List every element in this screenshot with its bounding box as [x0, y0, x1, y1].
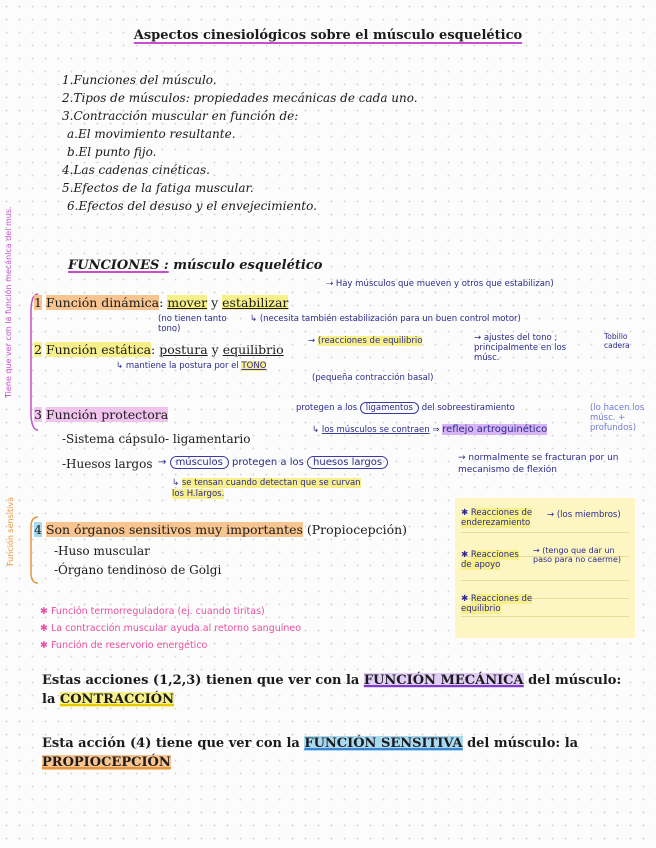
annotation: ↳ mantiene la postura por el TONO: [116, 361, 267, 371]
extra-function: ✱ Función termorreguladora (ej. cuando tiritas): [40, 606, 265, 617]
extra-function: ✱ La contracción muscular ayuda al retorno sanguíneo: [40, 623, 302, 634]
intro-item: 6.Efectos del desuso y el envejecimiento.: [67, 199, 317, 213]
summary-mechanical: Estas acciones (1,2,3) tienen que ver con la FUNCIÓN MECÁNICA del músculo: la CONTRACCIÓN: [42, 673, 622, 707]
intro-item: a.El movimiento resultante.: [67, 127, 236, 141]
intro-item: 5.Efectos de la fatiga muscular.: [62, 181, 254, 195]
note-item: → (los miembros): [547, 510, 621, 520]
function-3: 3 Función protectora: [34, 407, 169, 422]
annotation: ↳ (necesita también estabilización para un buen control motor): [250, 314, 521, 324]
side-label-sensitive: Función sensitiva: [6, 497, 15, 566]
annotation: → ajustes del tono ; principalmente en los músc.: [474, 333, 567, 363]
summary-sensitive: Esta acción (4) tiene que ver con la FUNCIÓN SENSITIVA del músculo: la PROPIOCEPCIÓN: [42, 736, 579, 770]
intro-item: 3.Contracción muscular en función de:: [62, 109, 299, 123]
annotation: ↳ los músculos se contraen ⇒ reflejo artroguinético: [312, 424, 548, 435]
annotation: protegen a los ligamentos del sobreestiramiento: [296, 403, 515, 413]
note-item: ✱ Reacciones de enderezamiento: [461, 508, 533, 528]
function-3-sub: -Sistema cápsulo- ligamentario: [62, 432, 251, 446]
function-2: 2 Función estática: postura y equilibrio: [34, 342, 284, 357]
annotation: → normalmente se fracturan por un mecanismo de flexión: [458, 453, 619, 475]
extra-function: ✱ Función de reservorio energético: [40, 640, 208, 651]
annotation: ↳ se tensan cuando detectan que se curvan los H.largos.: [172, 478, 361, 499]
sticky-note: [455, 498, 635, 638]
intro-item: 2.Tipos de músculos: propiedades mecánicas de cada uno.: [62, 91, 418, 105]
section-heading: FUNCIONES : músculo esquelético: [68, 258, 323, 273]
side-label-mechanical: Tiene que ver con la función mecánica del mus.: [4, 206, 13, 398]
note-item: ✱ Reacciones de equilibrio: [461, 594, 533, 614]
function-3-sub: -Huesos largos: [62, 457, 153, 471]
annotation: (no tienen tanto tono): [158, 314, 227, 334]
note-item: ✱ Reacciones de apoyo: [461, 550, 519, 570]
page-title: Aspectos cinesiológicos sobre el músculo esquelético: [133, 28, 523, 43]
annotation: Tobillo cadera: [604, 332, 630, 350]
intro-item: 4.Las cadenas cinéticas.: [62, 163, 210, 177]
function-1: 1 Función dinámica: mover y estabilizar: [34, 295, 289, 310]
function-4: 4 Son órganos sensitivos muy importantes (Propiocepción): [34, 522, 408, 537]
function-4-sub: -Órgano tendinoso de Golgi: [54, 563, 222, 577]
intro-item: 1.Funciones del músculo.: [62, 73, 217, 87]
annotation: (pequeña contracción basal): [312, 373, 434, 383]
annotation: → (reacciones de equilibrio: [308, 336, 423, 346]
intro-item: b.El punto fijo.: [67, 145, 157, 159]
annotation: → músculos protegen a los huesos largos: [158, 457, 388, 468]
note-item: → (tengo que dar un paso para no caerme): [533, 546, 622, 564]
function-4-sub: -Huso muscular: [54, 544, 150, 558]
annotation: ⇢ Hay músculos que mueven y otros que estabilizan): [326, 279, 554, 289]
annotation: (lo hacen los músc. + profundos): [590, 403, 645, 433]
